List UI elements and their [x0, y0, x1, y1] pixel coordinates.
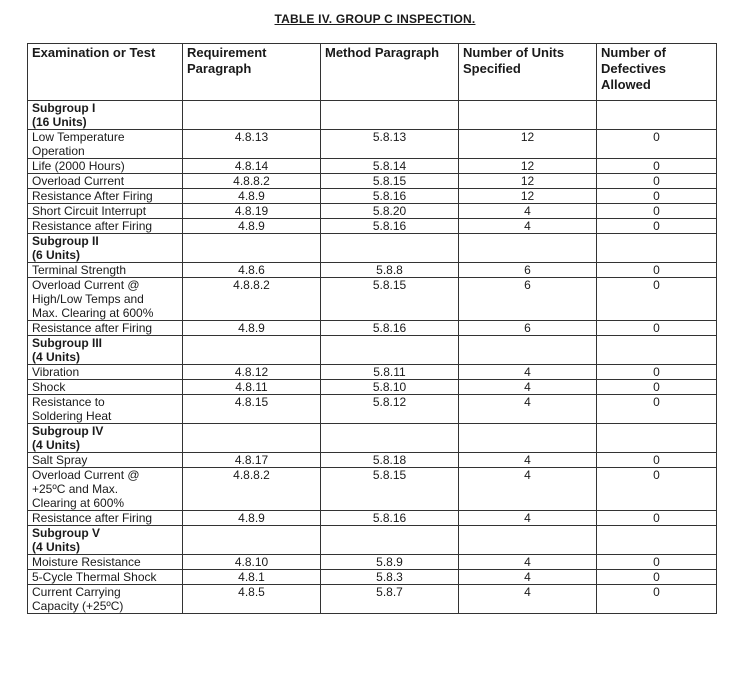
empty-cell: [459, 234, 597, 263]
table-row: [28, 395, 717, 424]
method-cell: 5.8.16: [321, 321, 459, 336]
table-row: [28, 555, 717, 570]
defectives-cell: 0: [597, 395, 717, 424]
exam-cell-line: Life (2000 Hours): [32, 159, 125, 173]
empty-cell: [183, 526, 321, 555]
defectives-cell: 0: [597, 365, 717, 380]
exam-cell-line: +25ºC and Max.: [32, 482, 119, 496]
requirement-cell: 4.8.13: [183, 130, 321, 159]
table-row: [28, 511, 717, 526]
exam-cell-line: Clearing at 600%: [32, 496, 125, 510]
table-row: [28, 585, 717, 614]
requirement-cell: 4.8.19: [183, 204, 321, 219]
requirement-cell: 4.8.15: [183, 395, 321, 424]
empty-cell: [183, 234, 321, 263]
method-cell: 5.8.16: [321, 511, 459, 526]
subgroup-heading-line: Subgroup II: [32, 234, 99, 248]
empty-cell: [459, 101, 597, 130]
method-cell: 5.8.13: [321, 130, 459, 159]
exam-cell: [28, 468, 183, 511]
exam-cell-line: Operation: [32, 144, 85, 158]
exam-cell: [28, 453, 183, 468]
units-cell: 4: [459, 219, 597, 234]
exam-cell: [28, 321, 183, 336]
exam-cell: [28, 263, 183, 278]
exam-cell-line: Moisture Resistance: [32, 555, 141, 569]
units-cell: 12: [459, 159, 597, 174]
exam-cell: [28, 380, 183, 395]
header-method: Method Paragraph: [321, 44, 459, 101]
empty-cell: [597, 336, 717, 365]
header-row: [28, 44, 717, 101]
table-row: [28, 219, 717, 234]
subgroup-heading-line: (4 Units): [32, 438, 80, 452]
exam-cell-line: Salt Spray: [32, 453, 88, 467]
requirement-cell: 4.8.8.2: [183, 174, 321, 189]
empty-cell: [321, 101, 459, 130]
exam-cell: [28, 585, 183, 614]
exam-cell-line: Resistance after Firing: [32, 321, 153, 335]
exam-cell-line: Resistance After Firing: [32, 189, 153, 203]
method-cell: 5.8.20: [321, 204, 459, 219]
subgroup-heading-line: (4 Units): [32, 350, 80, 364]
empty-cell: [321, 234, 459, 263]
table-row: [28, 278, 717, 321]
subgroup-heading-line: Subgroup I: [32, 101, 96, 115]
subgroup-heading: [28, 526, 183, 555]
exam-cell-line: Vibration: [32, 365, 80, 379]
subgroup-heading-line: Subgroup IV: [32, 424, 104, 438]
requirement-cell: 4.8.11: [183, 380, 321, 395]
defectives-cell: 0: [597, 380, 717, 395]
exam-cell-line: Max. Clearing at 600%: [32, 306, 154, 320]
exam-cell-line: Resistance after Firing: [32, 511, 153, 525]
table-row: [28, 380, 717, 395]
table-row: [28, 453, 717, 468]
empty-cell: [459, 526, 597, 555]
exam-cell: [28, 174, 183, 189]
exam-cell-line: Current Carrying: [32, 585, 121, 599]
method-cell: 5.8.15: [321, 468, 459, 511]
units-cell: 4: [459, 555, 597, 570]
requirement-cell: 4.8.1: [183, 570, 321, 585]
empty-cell: [597, 101, 717, 130]
method-cell: 5.8.9: [321, 555, 459, 570]
units-cell: 12: [459, 174, 597, 189]
exam-cell-line: High/Low Temps and: [32, 292, 144, 306]
exam-cell-line: Low Temperature: [32, 130, 125, 144]
method-cell: 5.8.16: [321, 219, 459, 234]
subgroup-heading-row: [28, 424, 717, 453]
header-defectives: Number of Defectives Allowed: [597, 44, 717, 101]
exam-cell-line: Overload Current @: [32, 278, 140, 292]
exam-cell-line: Resistance to: [32, 395, 105, 409]
subgroup-heading-row: [28, 101, 717, 130]
defectives-cell: 0: [597, 174, 717, 189]
exam-cell-line: Shock: [32, 380, 66, 394]
method-cell: 5.8.8: [321, 263, 459, 278]
exam-cell: [28, 189, 183, 204]
header-exam: Examination or Test: [28, 44, 183, 101]
subgroup-heading-row: [28, 526, 717, 555]
requirement-cell: 4.8.10: [183, 555, 321, 570]
exam-cell-line: Soldering Heat: [32, 409, 112, 423]
method-cell: 5.8.3: [321, 570, 459, 585]
subgroup-heading: [28, 336, 183, 365]
defectives-cell: 0: [597, 159, 717, 174]
defectives-cell: 0: [597, 468, 717, 511]
defectives-cell: 0: [597, 321, 717, 336]
units-cell: 4: [459, 365, 597, 380]
subgroup-heading-line: (6 Units): [32, 248, 80, 262]
method-cell: 5.8.15: [321, 174, 459, 189]
table-row: [28, 204, 717, 219]
header-units: Number of Units Specified: [459, 44, 597, 101]
method-cell: 5.8.16: [321, 189, 459, 204]
subgroup-heading-line: Subgroup III: [32, 336, 102, 350]
units-cell: 6: [459, 278, 597, 321]
exam-cell: [28, 555, 183, 570]
subgroup-heading-line: Subgroup V: [32, 526, 100, 540]
table-body: [28, 101, 717, 614]
exam-cell: [28, 159, 183, 174]
requirement-cell: 4.8.8.2: [183, 278, 321, 321]
exam-cell-line: Capacity (+25ºC): [32, 599, 124, 613]
defectives-cell: 0: [597, 219, 717, 234]
exam-cell: [28, 365, 183, 380]
method-cell: 5.8.12: [321, 395, 459, 424]
requirement-cell: 4.8.12: [183, 365, 321, 380]
defectives-cell: 0: [597, 263, 717, 278]
exam-cell: [28, 395, 183, 424]
empty-cell: [597, 526, 717, 555]
units-cell: 6: [459, 321, 597, 336]
empty-cell: [321, 424, 459, 453]
exam-cell-line: 5-Cycle Thermal Shock: [32, 570, 157, 584]
method-cell: 5.8.11: [321, 365, 459, 380]
subgroup-heading: [28, 234, 183, 263]
units-cell: 12: [459, 189, 597, 204]
units-cell: 6: [459, 263, 597, 278]
empty-cell: [321, 526, 459, 555]
empty-cell: [183, 424, 321, 453]
exam-cell: [28, 204, 183, 219]
units-cell: 4: [459, 570, 597, 585]
table-row: [28, 321, 717, 336]
defectives-cell: 0: [597, 453, 717, 468]
table-row: [28, 159, 717, 174]
table-title: TABLE IV. GROUP C INSPECTION.: [274, 12, 476, 26]
method-cell: 5.8.10: [321, 380, 459, 395]
defectives-cell: 0: [597, 585, 717, 614]
defectives-cell: 0: [597, 555, 717, 570]
empty-cell: [597, 424, 717, 453]
requirement-cell: 4.8.9: [183, 511, 321, 526]
requirement-cell: 4.8.6: [183, 263, 321, 278]
subgroup-heading: [28, 424, 183, 453]
defectives-cell: 0: [597, 204, 717, 219]
units-cell: 12: [459, 130, 597, 159]
method-cell: 5.8.18: [321, 453, 459, 468]
header-requirement: Requirement Paragraph: [183, 44, 321, 101]
exam-cell-line: Resistance after Firing: [32, 219, 153, 233]
defectives-cell: 0: [597, 130, 717, 159]
units-cell: 4: [459, 204, 597, 219]
subgroup-heading-line: (4 Units): [32, 540, 80, 554]
units-cell: 4: [459, 511, 597, 526]
requirement-cell: 4.8.9: [183, 219, 321, 234]
exam-cell: [28, 511, 183, 526]
method-cell: 5.8.7: [321, 585, 459, 614]
inspection-table: [27, 43, 717, 614]
exam-cell: [28, 278, 183, 321]
units-cell: 4: [459, 395, 597, 424]
table-row: [28, 130, 717, 159]
requirement-cell: 4.8.9: [183, 321, 321, 336]
subgroup-heading-row: [28, 336, 717, 365]
table-row: [28, 570, 717, 585]
defectives-cell: 0: [597, 570, 717, 585]
empty-cell: [183, 336, 321, 365]
table-row: [28, 263, 717, 278]
empty-cell: [321, 336, 459, 365]
exam-cell: [28, 130, 183, 159]
exam-cell: [28, 570, 183, 585]
empty-cell: [459, 424, 597, 453]
defectives-cell: 0: [597, 511, 717, 526]
units-cell: 4: [459, 585, 597, 614]
table-row: [28, 365, 717, 380]
units-cell: 4: [459, 468, 597, 511]
defectives-cell: 0: [597, 278, 717, 321]
exam-cell: [28, 219, 183, 234]
units-cell: 4: [459, 380, 597, 395]
requirement-cell: 4.8.14: [183, 159, 321, 174]
subgroup-heading-line: (16 Units): [32, 115, 87, 129]
exam-cell-line: Overload Current @: [32, 468, 140, 482]
table-row: [28, 174, 717, 189]
requirement-cell: 4.8.5: [183, 585, 321, 614]
exam-cell-line: Terminal Strength: [32, 263, 127, 277]
requirement-cell: 4.8.9: [183, 189, 321, 204]
empty-cell: [183, 101, 321, 130]
table-row: [28, 468, 717, 511]
empty-cell: [459, 336, 597, 365]
empty-cell: [597, 234, 717, 263]
exam-cell-line: Short Circuit Interrupt: [32, 204, 147, 218]
method-cell: 5.8.14: [321, 159, 459, 174]
requirement-cell: 4.8.8.2: [183, 468, 321, 511]
exam-cell-line: Overload Current: [32, 174, 125, 188]
defectives-cell: 0: [597, 189, 717, 204]
method-cell: 5.8.15: [321, 278, 459, 321]
table-row: [28, 189, 717, 204]
units-cell: 4: [459, 453, 597, 468]
subgroup-heading-row: [28, 234, 717, 263]
subgroup-heading: [28, 101, 183, 130]
requirement-cell: 4.8.17: [183, 453, 321, 468]
